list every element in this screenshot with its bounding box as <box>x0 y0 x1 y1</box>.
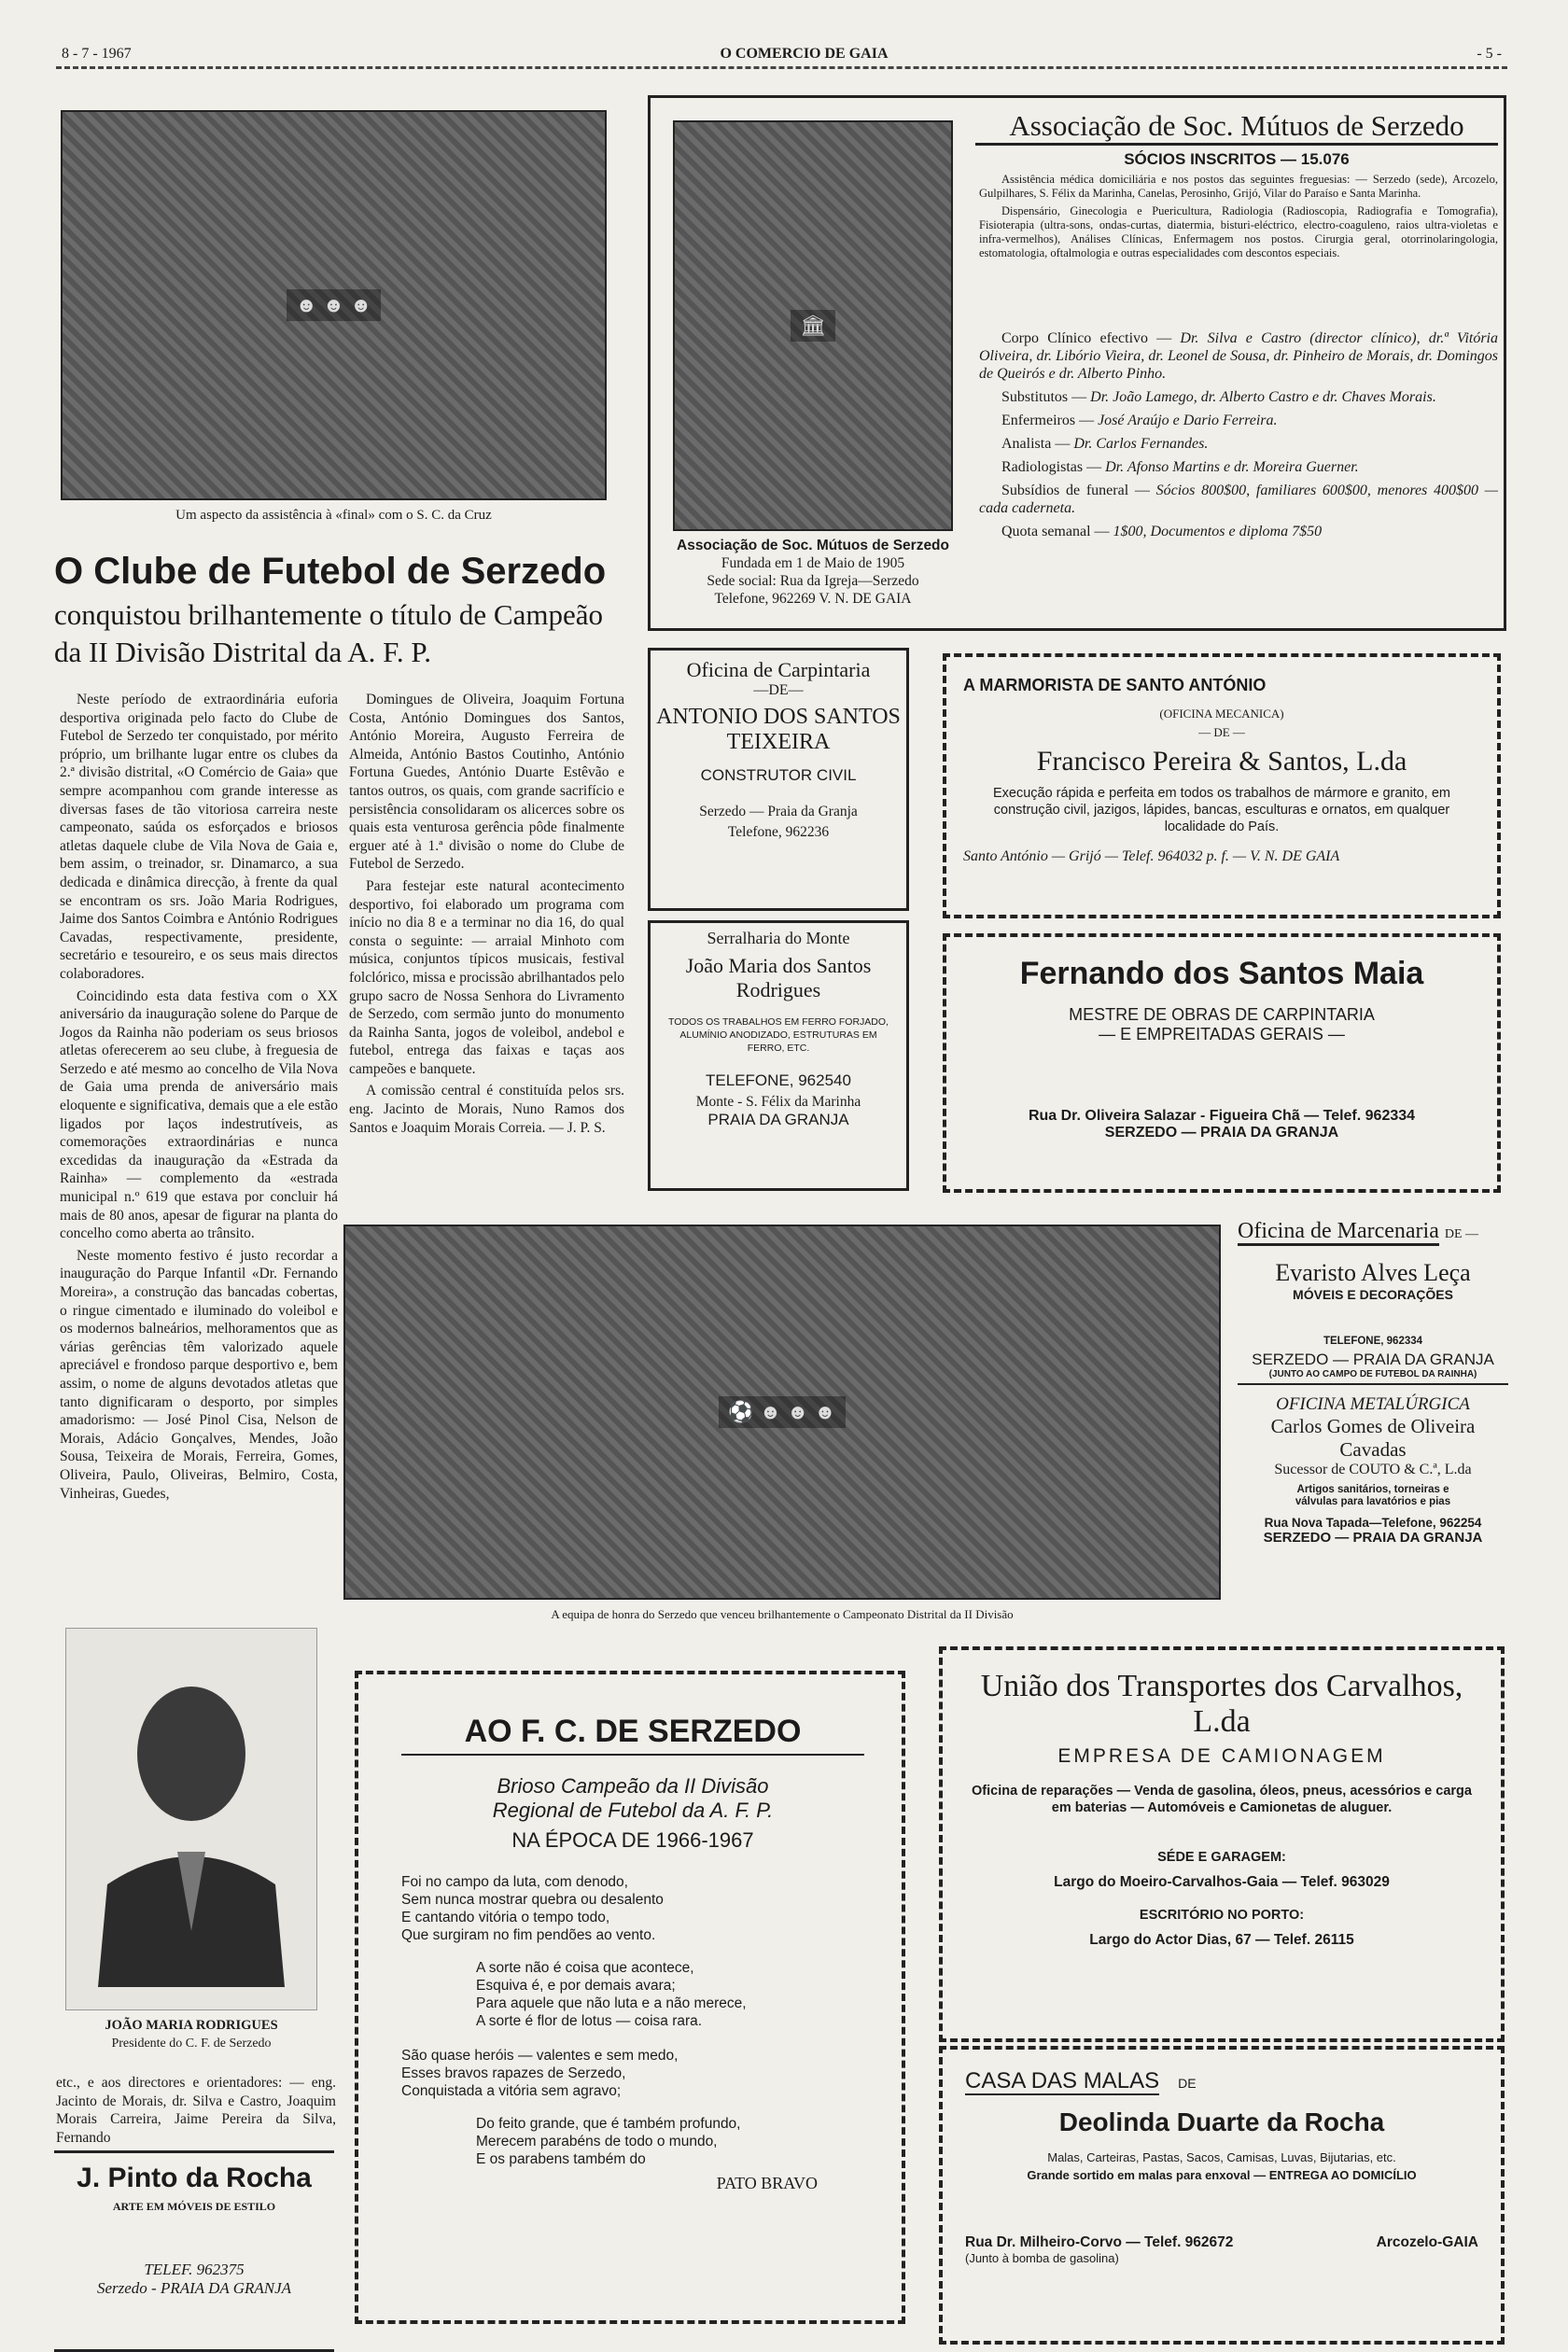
ad-line: —DE— <box>753 682 804 698</box>
article-title: O Clube de Futebol de Serzedo <box>54 551 607 592</box>
article-column-3: etc., e aos directores e orientadores: — eng. Jacinto de Morais, dr. Silva e Castro, Joaquim Morais Carreira, Jaime Pereira da Silva, Fernando <box>56 2075 336 2146</box>
poem-line: Do feito grande, que é também profundo, <box>476 2116 741 2132</box>
association-photo-caption <box>664 537 962 608</box>
carvalhos-ad <box>939 1646 1505 2042</box>
ad-line: Evaristo Alves Leça <box>1275 1259 1471 1286</box>
ad-line: União dos Transportes dos Carvalhos, L.da <box>980 1669 1463 1739</box>
ad-line: (OFICINA MECANICA) <box>1159 707 1284 721</box>
ad-line: SERZEDO — PRAIA DA GRANJA <box>1263 1530 1483 1546</box>
maia-ad <box>943 933 1501 1193</box>
ad-line: OFICINA METALÚRGICA <box>1276 1394 1470 1414</box>
ad-line: TELEF. 962375 <box>144 2261 245 2278</box>
article-paragraph: Coincidindo esta data festiva com o XX aniversário da inauguração solene do Parque de Jogos da Rainha não poderiam os seus briosos atletas oferecerem ao seu clube, à freguesia de Serzedo e até mesmo ao concelho de Vila Nova de Gaia uma prenda de aniversário mais eloquente e significativa, demais que a ele estão ligados por laços indestrutíveis, as comemorações extraordinárias e nunca excedidas da inauguração da «Estrada da Rainha» — complemento da «estrada municipal n.º 619 que estava por concluir há mais de 80 anos, apesar de figurar na planta do concelho como aberta ao trânsito. <box>60 987 338 1242</box>
caption-line: Fundada em 1 de Maio de 1905 <box>721 555 905 571</box>
ad-line: Execução rápida e perfeita em todos os trabalhos de mármore e granito, em construção civil, jazigos, lápides, bancas, esculturas e ornatos, em qualquer localidade do País. <box>992 786 1451 834</box>
ad-line: Monte - S. Félix da Marinha <box>695 1094 861 1110</box>
staff-names: Sócios 800$00, familiares 600$00, menores 400$00 — cada caderneta. <box>979 483 1498 516</box>
ad-line: MESTRE DE OBRAS DE CARPINTARIA <box>1069 1005 1375 1024</box>
ad-line: CASA DAS MALAS <box>965 2068 1160 2093</box>
poem-line: Esses bravos rapazes de Serzedo, <box>401 2065 626 2081</box>
portrait-role: Presidente do C. F. de Serzedo <box>111 2037 272 2051</box>
ad-line: Rodrigues <box>735 978 821 1001</box>
crowd-photo <box>61 110 607 500</box>
ad-line: DE — <box>1444 1227 1479 1241</box>
ad-line: (Junto à bomba de gasolina) <box>965 2251 1119 2265</box>
team-photo-icon: ⚽ ☻ ☻ ☻ <box>719 1396 845 1428</box>
staff-names: José Araújo e Dario Ferreira. <box>1098 413 1278 428</box>
association-staff <box>979 329 1498 540</box>
ad-line: Carlos Gomes de Oliveira Cavadas <box>1270 1415 1476 1461</box>
ad-line: ESCRITÓRIO NO PORTO: <box>1139 1908 1305 1923</box>
newspaper-title: O COMERCIO DE GAIA <box>714 46 893 63</box>
ad-line: TELEFONE, 962540 <box>706 1071 851 1089</box>
ad-line: (JUNTO AO CAMPO DE FUTEBOL DA RAINHA) <box>1238 1369 1508 1385</box>
crowd-photo-icon: ☻ ☻ ☻ <box>287 289 382 321</box>
malas-ad <box>939 2046 1505 2345</box>
poem-line: Que surgiram no fim pendões ao vento. <box>401 1927 656 1943</box>
tribute-poem <box>355 1671 905 2324</box>
staff-label: Radiologistas — <box>1001 459 1102 475</box>
poem-subtitle: Regional de Futebol da A. F. P. <box>492 1799 774 1822</box>
ad-line: DE <box>1178 2076 1197 2091</box>
poem-subtitle: Brioso Campeão da II Divisão <box>497 1774 769 1798</box>
ad-line: — DE — <box>1198 725 1245 739</box>
ad-line: Oficina de Marcenaria <box>1238 1219 1439 1246</box>
poem-line: A sorte é flor de lotus — coisa rara. <box>476 2013 703 2029</box>
page-header <box>56 41 1507 69</box>
ad-line: Deolinda Duarte da Rocha <box>1058 2107 1385 2136</box>
poem-stanza-3 <box>401 2047 864 2100</box>
article-paragraph: A comissão central é constituída pelos srs. eng. Jacinto de Morais, Nuno Ramos dos Santos e Joaquim Morais Correia. — J. P. S. <box>349 1083 624 1136</box>
carpintaria-ad <box>648 648 909 911</box>
caption-line: Sede social: Rua da Igreja—Serzedo <box>707 573 919 589</box>
ad-line: Serzedo — Praia da Granja <box>699 804 858 819</box>
ad-line: MÓVEIS E DECORAÇÕES <box>1293 1287 1453 1302</box>
ad-line: Francisco Pereira & Santos, L.da <box>1036 746 1407 777</box>
portrait-icon <box>89 1651 294 1987</box>
association-ad <box>648 95 1506 631</box>
poem-line: E os parabens também do <box>476 2151 646 2167</box>
ad-line: — E EMPREITADAS GERAIS — <box>1099 1025 1345 1043</box>
ad-line: Oficina de Carpintaria <box>686 658 871 681</box>
portrait-photo <box>65 1628 317 2010</box>
association-building-photo <box>673 120 953 531</box>
ad-line: TEIXEIRA <box>726 730 831 754</box>
staff-names: Dr. João Lamego, dr. Alberto Castro e dr. Chaves Morais. <box>1090 389 1436 405</box>
article-column-1 <box>60 691 338 1605</box>
poem-stanza-4 <box>476 2115 864 2168</box>
article-subtitle-1: conquistou brilhantemente o título de Campeão <box>54 598 604 631</box>
ad-line: TODOS OS TRABALHOS EM FERRO FORJADO, ALUMÍNIO ANODIZADO, ESTRUTURAS EM FERRO, ETC. <box>668 1016 889 1054</box>
ad-line: Sucessor de COUTO & C.ª, L.da <box>1274 1462 1472 1477</box>
poem-line: Foi no campo da luta, com denodo, <box>401 1874 628 1890</box>
ad-line: Rua Dr. Milheiro-Corvo — Telef. 962672 <box>965 2234 1234 2250</box>
ad-line: Fernando dos Santos Maia <box>1019 956 1424 991</box>
ad-line: PRAIA DA GRANJA <box>707 1111 849 1128</box>
staff-label: Substitutos — <box>1001 389 1087 405</box>
ad-line: Oficina de reparações — Venda de gasolina, óleos, pneus, acessórios e carga em baterias — Automóveis e Camionetas de aluguer. <box>972 1784 1472 1815</box>
poem-line: A sorte não é coisa que acontece, <box>476 1960 694 1976</box>
ad-line: Artigos sanitários, torneiras e válvulas para lavatórios e pias <box>1295 1484 1451 1507</box>
article-paragraph: Neste período de extraordinária euforia desportiva originada pelo facto do Clube de Futebol de Serzedo ter conquistado, por mérito próprio, um brilhante lugar entre os clubes da 2.ª divisão distrital, «O Comércio de Gaia» que sempre acompanhou com grande interesse as diversas fases de tão vitoriosa carreira neste campeonato, saúda os esforçados e briosos atletas daquele clube de Vila Nova de Gaia e, bem assim, o treinador, sr. Dinamarco, a sua dedicada e dinâmica direcção, à frente da qual se encontram os srs. João Maria Rodrigues, Jaime dos Santos Coimbra e António Rodrigues Cavadas, respectivamente, presidente, secretário e tesoureiro, e os seus mais directos colaboradores. <box>60 692 338 982</box>
association-paragraph: Assistência médica domiciliária e nos postos das seguintes freguesias: — Serzedo (sede), Arcozelo, Gulpilhares, S. Félix da Marinha, Canelas, Perosinho, Grijó, Vilar do Paraíso e Santa Marinha. <box>979 173 1498 200</box>
ad-line: Arcozelo-GAIA <box>1376 2234 1478 2250</box>
team-photo-caption: A equipa de honra do Serzedo que venceu brilhantemente o Campeonato Distrital da II Divisão <box>551 1607 1014 1621</box>
ad-line: SERZEDO — PRAIA DA GRANJA <box>1104 1125 1339 1141</box>
association-services <box>979 173 1498 260</box>
staff-label: Analista — <box>1001 436 1071 452</box>
article-paragraph: Domingues de Oliveira, Joaquim Fortuna Costa, António Domingues dos Santos, António Moreira, Augusto Ferreira de Almeida, António Bastos Coutinho, António Fortuna Guedes, António Duarte Estêvão e tantos outros, os quais, com grande sacrifício e persistência consolidaram os alicerces sobre os quais esta venturosa gerência pôde finalmente erguer até à 1.ª divisão o nome do Clube de Futebol de Serzedo. <box>349 692 624 873</box>
ad-line: ANTONIO DOS SANTOS <box>656 705 901 729</box>
article-subtitle-2: da II Divisão Distrital da A. F. P. <box>54 636 431 668</box>
poem-line: Merecem parabéns de todo o mundo, <box>476 2134 718 2149</box>
crowd-photo-caption: Um aspecto da assistência à «final» com o S. C. da Cruz <box>175 508 492 523</box>
staff-label: Quota semanal — <box>1001 524 1110 539</box>
association-paragraph: Dispensário, Ginecologia e Puericultura, Radiologia (Radioscopia, Radiografia e Tomografia), Fisioterapia (ultra-sons, ondas-curtas, diatermia, bisturi-eléctrico, electro-coaguleno, raios ultra-violetas e infra-vermelhos), Análises Clínicas, Enfermagem nos postos. Cirurgia geral, otorrinolaringologia, estomatologia, oftalmologia e outras especialidades com descontos especiais. <box>979 204 1498 259</box>
poem-title: AO F. C. DE SERZEDO <box>401 1714 864 1756</box>
page-number: - 5 - <box>1471 46 1507 63</box>
ad-line: Rua Nova Tapada—Telefone, 962254 <box>1264 1516 1482 1530</box>
staff-label: Enfermeiros — <box>1001 413 1095 428</box>
article-column-2 <box>349 691 624 1185</box>
poem-signature: PATO BRAVO <box>716 2174 818 2192</box>
building-icon: 🏛 <box>791 310 835 342</box>
ad-line: ARTE EM MÓVEIS DE ESTILO <box>112 2200 276 2213</box>
staff-names: Dr. Silva e Castro (director clínico), dr.ª Vitória Oliveira, dr. Libório Vieira, dr. Leonel de Sousa, dr. Pinheiro de Morais, dr. Domingos de Queirós e dr. Alberto Pinho. <box>979 330 1499 382</box>
ad-line: CONSTRUTOR CIVIL <box>700 766 857 784</box>
caption-line: Telefone, 962269 V. N. DE GAIA <box>714 591 912 607</box>
poem-line: São quase heróis — valentes e sem medo, <box>401 2048 679 2064</box>
poem-line: Conquistada a vitória sem agravo; <box>401 2083 622 2099</box>
poem-line: Sem nunca mostrar quebra ou desalento <box>401 1892 664 1908</box>
ad-line: Rua Dr. Oliveira Salazar - Figueira Chã — Telef. 962334 <box>1028 1108 1416 1124</box>
caption-line: Associação de Soc. Mútuos de Serzedo <box>677 538 949 553</box>
ad-line: Largo do Actor Dias, 67 — Telef. 26115 <box>1089 1932 1354 1948</box>
poem-line: Esquiva é, e por demais avara; <box>476 1978 676 1994</box>
ad-line: SERZEDO — PRAIA DA GRANJA <box>1252 1351 1494 1368</box>
poem-subtitle: NA ÉPOCA DE 1966-1967 <box>511 1828 754 1852</box>
ad-line: Grande sortido em malas para enxoval — ENTREGA AO DOMICÍLIO <box>1027 2168 1417 2182</box>
header-date: 8 - 7 - 1967 <box>56 46 137 63</box>
association-title: Associação de Soc. Mútuos de Serzedo <box>975 109 1498 146</box>
article-paragraph: Para festejar este natural acontecimento desportivo, foi elaborado um programa com início no dia 8 e a terminar no dia 16, do qual consta o seguinte: — arraial Minhoto com música, conjuntos típicos musicais, festival folclórico, missa e procissão abrilhantados pelo grupo sacro de Nossa Senhora do Livramento de Serzedo, com sermão junto do monumento da Rainha Santa, jogos de voleibol, andebol e futebol, entrega das faixas e taças aos campeões e banquete. <box>349 877 624 1077</box>
ad-line: A MARMORISTA DE SANTO ANTÓNIO <box>963 676 1267 694</box>
staff-label: Subsídios de funeral — <box>1001 483 1150 498</box>
marcenaria-ad <box>1238 1219 1508 1630</box>
ad-line: TELEFONE, 962334 <box>1323 1336 1423 1347</box>
ad-line: EMPRESA DE CAMIONAGEM <box>1057 1745 1386 1767</box>
ad-line: Serralharia do Monte <box>707 929 850 947</box>
ad-line: Largo do Moeiro-Carvalhos-Gaia — Telef. 963029 <box>1054 1874 1390 1890</box>
ad-line: SÉDE E GARAGEM: <box>1157 1850 1286 1865</box>
poem-line: E cantando vitória o tempo todo, <box>401 1910 610 1925</box>
serralharia-ad <box>648 920 909 1191</box>
article-paragraph: Neste momento festivo é justo recordar a inauguração do Parque Infantil «Dr. Fernando Moreira», a construção das bancadas cobertas, o ringue cimentado e iluminado do voleibol e os modernos balneários, melhoramentos que as várias gerências têm valorizado aquele apreciável e frondoso parque desportivo e, bem assim, o nome de alguns devotados atletas que tanto dignificaram o desporto, por simples amadorismo: — José Pinol Cisa, Nelson de Morais, Adácio Gonçalves, Mendes, João Sousa, Teixeira de Morais, Ferreira, Gomes, Oliveira, Paulo, Oliveiras, Belmiro, Costa, Vinheiras, Guedes, <box>60 1247 338 1502</box>
ad-line: Malas, Carteiras, Pastas, Sacos, Camisas, Luvas, Bijutarias, etc. <box>1047 2150 1396 2164</box>
malas-address <box>965 2234 1478 2251</box>
staff-names: 1$00, Documentos e diploma 7$50 <box>1113 524 1323 539</box>
portrait-name: JOÃO MARIA RODRIGUES <box>105 2018 278 2033</box>
poem-stanza-2 <box>476 1959 864 2030</box>
ad-line: Serzedo - PRAIA DA GRANJA <box>96 2279 292 2297</box>
ad-line: João Maria dos Santos <box>685 954 872 977</box>
staff-names: Dr. Carlos Fernandes. <box>1073 436 1209 452</box>
team-photo <box>343 1225 1221 1600</box>
ad-line: Santo António — Grijó — Telef. 964032 p. f. — V. N. DE GAIA <box>963 848 1340 864</box>
marmorista-ad <box>943 653 1501 918</box>
staff-label: Corpo Clínico efectivo — <box>1001 330 1172 346</box>
poem-stanza-1 <box>401 1873 864 1944</box>
pinto-ad <box>54 2150 334 2352</box>
staff-names: Dr. Afonso Martins e dr. Moreira Guerner. <box>1105 459 1359 475</box>
association-members: SÓCIOS INSCRITOS — 15.076 <box>1124 150 1350 168</box>
poem-line: Para aquele que não luta e a não merece, <box>476 1995 747 2011</box>
ad-line: Telefone, 962236 <box>727 824 830 840</box>
ad-line: J. Pinto da Rocha <box>77 2163 312 2193</box>
